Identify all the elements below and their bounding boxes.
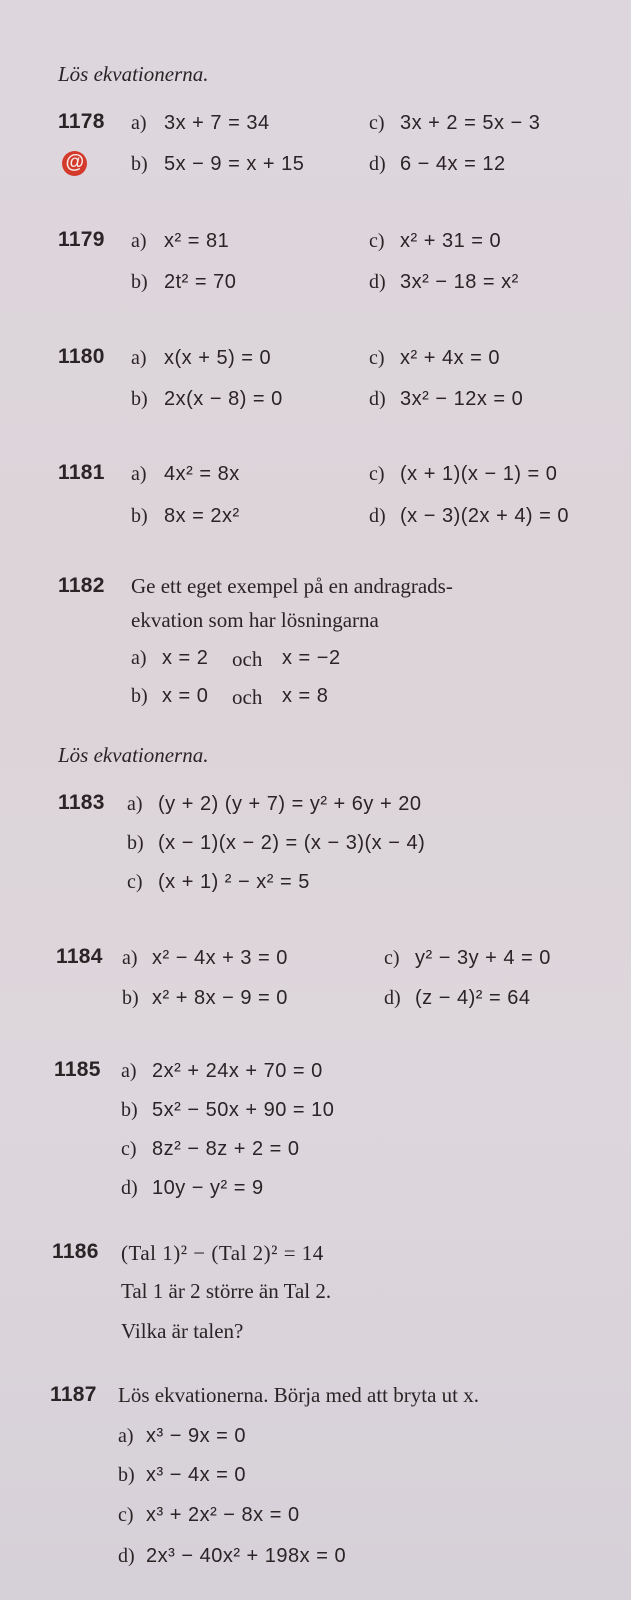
- subproblem-label: d): [369, 271, 386, 293]
- equation: x² = 81: [164, 230, 230, 252]
- problem-text: ekvation som har lösningarna: [131, 608, 379, 632]
- equation: 3x² − 18 = x²: [400, 271, 519, 293]
- problem-number: 1185: [54, 1058, 101, 1081]
- subproblem-label: d): [118, 1545, 135, 1567]
- subproblem-label: a): [127, 793, 143, 815]
- at-badge-icon: @: [62, 151, 87, 176]
- equation: 3x + 2 = 5x − 3: [400, 112, 541, 134]
- equation: x² + 31 = 0: [400, 230, 502, 252]
- equation: x² + 8x − 9 = 0: [152, 987, 288, 1009]
- equation: 3x² − 12x = 0: [400, 388, 524, 410]
- equation: 5x² − 50x + 90 = 10: [152, 1099, 335, 1121]
- equation: (x + 1) ² − x² = 5: [158, 871, 310, 893]
- problem-text: Ge ett eget exempel på en andragrads-: [131, 574, 453, 598]
- problem-text: Lös ekvationerna. Börja med att bryta ut x.: [118, 1383, 479, 1407]
- equation: 6 − 4x = 12: [400, 153, 506, 175]
- subproblem-label: a): [131, 112, 147, 134]
- subproblem-label: c): [369, 112, 385, 134]
- subproblem-label: b): [122, 987, 139, 1009]
- equation: x = −2: [282, 647, 341, 669]
- equation: x² + 4x = 0: [400, 347, 500, 369]
- problem-number: 1184: [56, 945, 103, 968]
- instruction-heading: Lös ekvationerna.: [58, 743, 209, 767]
- equation: (x + 1)(x − 1) = 0: [400, 463, 558, 485]
- subproblem-label: b): [131, 685, 148, 707]
- equation: 8z² − 8z + 2 = 0: [152, 1138, 300, 1160]
- equation: x = 8: [282, 685, 329, 707]
- subproblem-label: a): [118, 1425, 134, 1447]
- equation: x³ − 4x = 0: [146, 1464, 246, 1486]
- subproblem-label: b): [118, 1464, 135, 1486]
- problem-text: Vilka är talen?: [121, 1319, 244, 1343]
- equation: x = 2: [162, 647, 209, 669]
- subproblem-label: a): [131, 347, 147, 369]
- subproblem-label: d): [369, 505, 386, 527]
- subproblem-label: b): [121, 1099, 138, 1121]
- subproblem-label: d): [369, 153, 386, 175]
- subproblem-label: c): [369, 463, 385, 485]
- problem-number: 1181: [58, 461, 105, 484]
- equation: (y + 2) (y + 7) = y² + 6y + 20: [158, 793, 422, 815]
- subproblem-label: b): [131, 388, 148, 410]
- equation: 10y − y² = 9: [152, 1177, 264, 1199]
- equation: (Tal 1)² − (Tal 2)² = 14: [121, 1241, 324, 1265]
- equation: 4x² = 8x: [164, 463, 240, 485]
- subproblem-label: d): [384, 987, 401, 1009]
- equation: 5x − 9 = x + 15: [164, 153, 305, 175]
- equation: 2x² + 24x + 70 = 0: [152, 1060, 323, 1082]
- instruction-heading: Lös ekvationerna.: [58, 62, 209, 86]
- subproblem-label: b): [131, 271, 148, 293]
- subproblem-label: a): [131, 463, 147, 485]
- equation: 2t² = 70: [164, 271, 237, 293]
- subproblem-label: c): [369, 347, 385, 369]
- problem-text: Tal 1 är 2 större än Tal 2.: [121, 1279, 332, 1303]
- subproblem-label: b): [131, 153, 148, 175]
- problem-number: 1187: [50, 1383, 97, 1406]
- equation: (x − 1)(x − 2) = (x − 3)(x − 4): [158, 832, 426, 854]
- problem-number: 1186: [52, 1240, 99, 1263]
- equation: x = 0: [162, 685, 209, 707]
- subproblem-label: d): [369, 388, 386, 410]
- equation: (x − 3)(2x + 4) = 0: [400, 505, 570, 527]
- subproblem-label: d): [121, 1177, 138, 1199]
- subproblem-label: b): [127, 832, 144, 854]
- subproblem-label: c): [127, 871, 143, 893]
- equation: y² − 3y + 4 = 0: [415, 947, 551, 969]
- subproblem-label: c): [369, 230, 385, 252]
- subproblem-label: c): [121, 1138, 137, 1160]
- subproblem-label: c): [384, 947, 400, 969]
- equation: 3x + 7 = 34: [164, 112, 270, 134]
- equation: x³ + 2x² − 8x = 0: [146, 1504, 300, 1526]
- equation: x(x + 5) = 0: [164, 347, 272, 369]
- conjunction: och: [232, 647, 263, 671]
- equation: x² − 4x + 3 = 0: [152, 947, 288, 969]
- subproblem-label: c): [118, 1504, 134, 1526]
- conjunction: och: [232, 685, 263, 709]
- equation: 2x(x − 8) = 0: [164, 388, 283, 410]
- subproblem-label: b): [131, 505, 148, 527]
- equation: 2x³ − 40x² + 198x = 0: [146, 1545, 347, 1567]
- problem-number: 1183: [58, 791, 105, 814]
- subproblem-label: a): [131, 647, 147, 669]
- problem-number: 1182: [58, 574, 105, 597]
- subproblem-label: a): [131, 230, 147, 252]
- problem-number: 1180: [58, 345, 105, 368]
- equation: x³ − 9x = 0: [146, 1425, 246, 1447]
- equation: (z − 4)² = 64: [415, 987, 531, 1009]
- problem-number: 1179: [58, 228, 105, 251]
- subproblem-label: a): [121, 1060, 137, 1082]
- subproblem-label: a): [122, 947, 138, 969]
- problem-number: 1178: [58, 110, 105, 133]
- equation: 8x = 2x²: [164, 505, 240, 527]
